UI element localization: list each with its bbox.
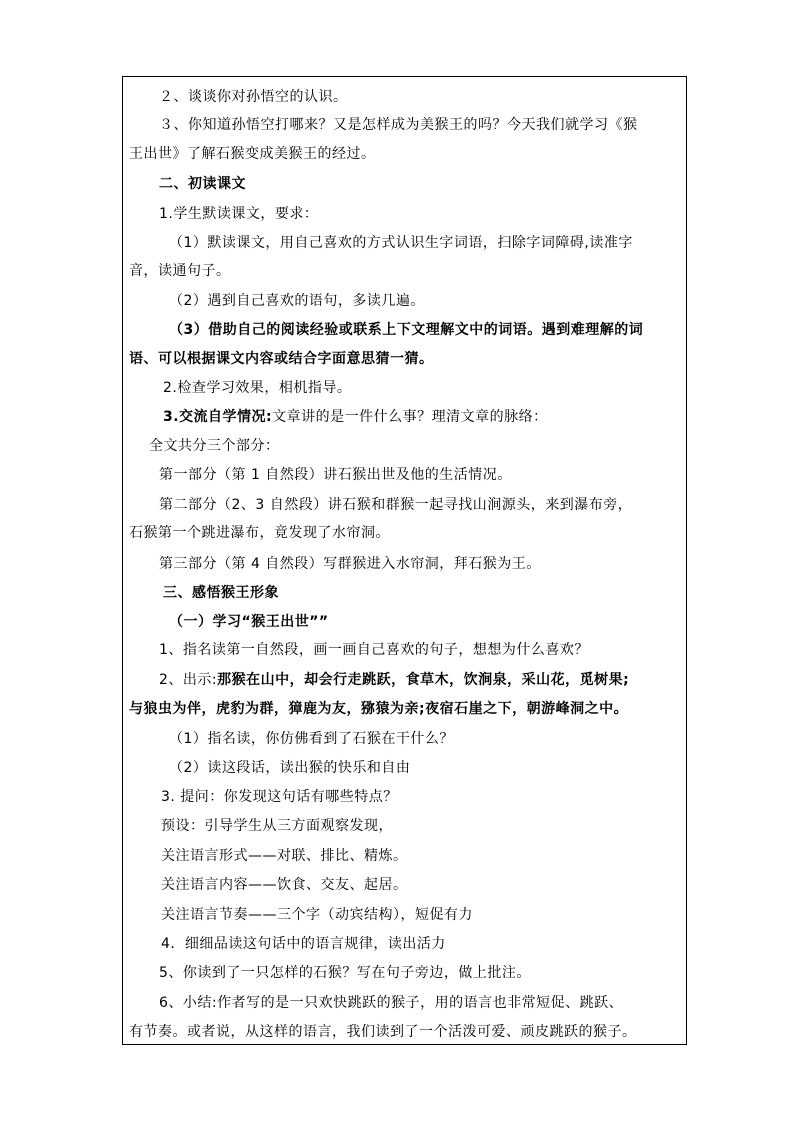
line-language-rhythm: 关注语言节奏——三个字（动宾结构），短促有力 bbox=[161, 907, 473, 923]
line-ask-features: 3. 提问：你发现这句话有哪些特点？ bbox=[161, 789, 398, 805]
line-part-three: 第三部分（第 4 自然段）写群猴进入水帘洞，拜石猴为王。 bbox=[159, 556, 541, 572]
line-part-two-cont: 石猴第一个跳进瀑布，竟发现了水帘洞。 bbox=[129, 525, 390, 541]
passage-text-part-one: 那猴在山中，却会行走跳跃，食草木，饮涧泉，采山花，觅树果; bbox=[217, 672, 630, 688]
line-check-results: 2.检查学习效果，相机指导。 bbox=[163, 380, 352, 396]
line-language-form: 关注语言形式——对联、排比、精炼。 bbox=[161, 848, 408, 864]
line-requirement-1: （1）默读课文，用自己喜欢的方式认识生字词语，扫除字词障碍,读准字 bbox=[169, 235, 633, 251]
line-silent-reading: 1.学生默读课文，要求： bbox=[159, 206, 319, 222]
line-read-carefully: 4．细细品读这句话中的语言规律，读出活力 bbox=[161, 936, 446, 952]
share-self-study-text: 文章讲的是一件什么事？理清文章的脉络： bbox=[272, 409, 548, 425]
lesson-plan-table-cell bbox=[122, 76, 687, 1045]
subheading-monkey-king-born: （一）学习“猴王出世”” bbox=[169, 614, 329, 630]
line-summary: 6、小结:作者写的是一只欢快跳跃的猴子，用的语言也非常短促、跳跃、 bbox=[159, 995, 624, 1011]
line-summary-cont: 有节奏。或者说，从这样的语言，我们读到了一个活泼可爱、顽皮跳跃的猴子。 bbox=[129, 1024, 637, 1040]
passage-text-part-two: 与狼虫为伴，虎豹为群，獐鹿为友，猕猿为亲;夜宿石崖之下，朝游峰洞之中。 bbox=[129, 701, 629, 717]
line-preset: 预设：引导学生从三方面观察发现， bbox=[161, 818, 393, 834]
line-requirement-3-cont: 语、可以根据课文内容或结合字面意思猜一猜。 bbox=[129, 351, 434, 367]
line-where-wukong-from-cont: 王出世》了解石猴变成美猴王的经过。 bbox=[129, 146, 376, 162]
show-passage-label: 2、出示: bbox=[159, 672, 218, 688]
line-share-self-study bbox=[163, 407, 548, 427]
section-heading-first-reading: 二、初读课文 bbox=[159, 176, 246, 192]
line-question-2: （2）读这段话，读出猴的快乐和自由 bbox=[169, 760, 411, 776]
share-self-study-label: 3.交流自学情况: bbox=[163, 409, 273, 425]
line-part-one: 第一部分（第 1 自然段）讲石猴出世及他的生活情况。 bbox=[159, 467, 512, 483]
line-requirement-1-cont: 音，读通句子。 bbox=[129, 263, 231, 279]
line-question-1: （1）指名读，你仿佛看到了石猴在干什么？ bbox=[169, 731, 454, 747]
line-show-passage bbox=[159, 670, 629, 690]
line-read-paragraph-one: 1、指名读第一自然段，画一画自己喜欢的句子，想想为什么喜欢？ bbox=[159, 642, 589, 658]
line-requirement-3: （3）借助自己的阅读经验或联系上下文理解文中的词语。遇到难理解的词 bbox=[169, 322, 644, 338]
line-language-content: 关注语言内容——饮食、交友、起居。 bbox=[161, 877, 408, 893]
line-where-wukong-from: ３、你知道孙悟空打哪来？又是怎样成为美猴王的吗？今天我们就学习《猴 bbox=[159, 117, 638, 133]
section-heading-monkey-king: 三、感悟猴王形象 bbox=[163, 585, 279, 601]
line-annotate: 5、你读到了一只怎样的石猴？写在句子旁边，做上批注。 bbox=[159, 965, 531, 981]
line-requirement-2: （2）遇到自己喜欢的语句，多读几遍。 bbox=[169, 293, 425, 309]
line-part-two: 第二部分（2、3 自然段）讲石猴和群猴一起寻找山涧源头，来到瀑布旁， bbox=[159, 497, 633, 513]
line-three-parts: 全文共分三个部分： bbox=[149, 438, 280, 454]
line-talk-about-wukong: ２、谈谈你对孙悟空的认识。 bbox=[159, 89, 348, 105]
